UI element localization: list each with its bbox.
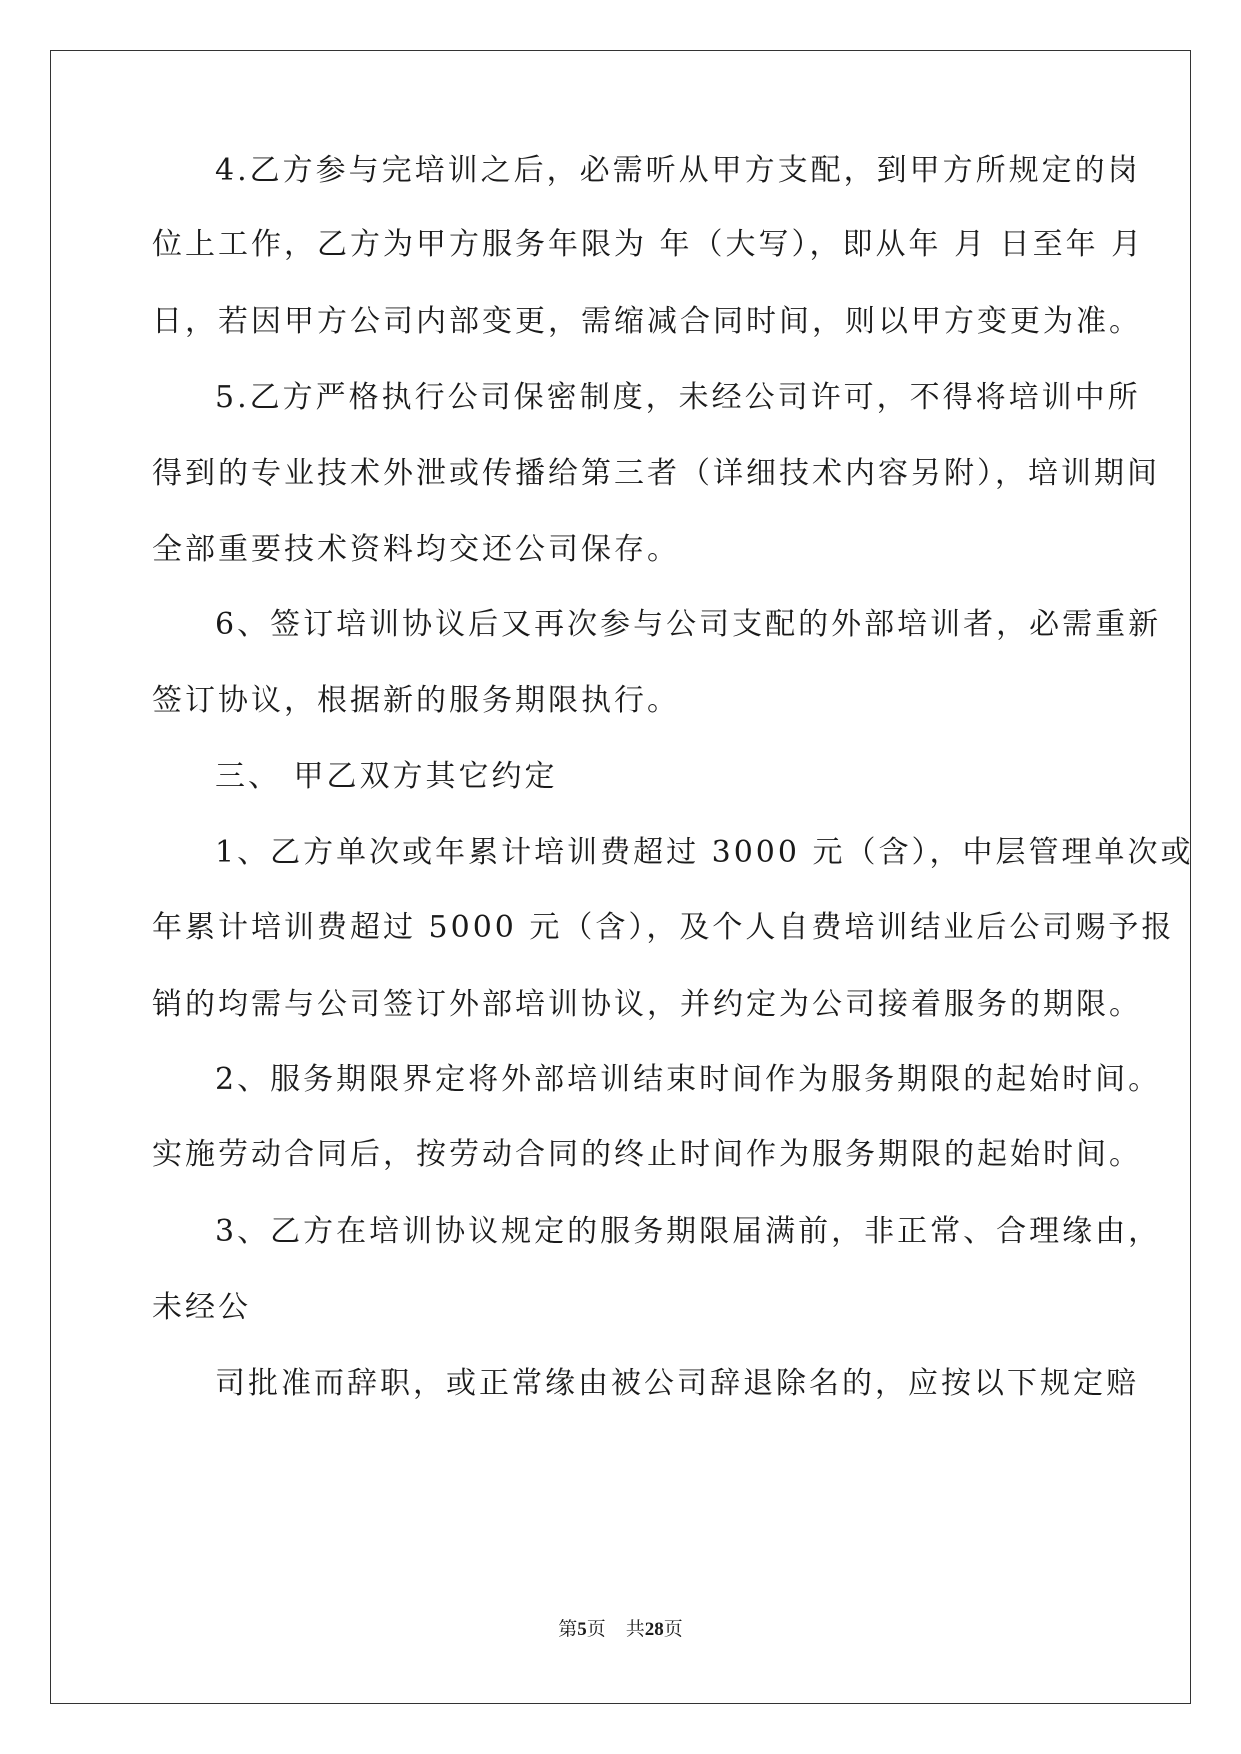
page-number: 5 — [577, 1619, 587, 1640]
paragraph-6-line-2: 签订协议，根据新的服务期限执行。 — [152, 683, 680, 718]
page-prefix: 第 — [558, 1619, 578, 1640]
clause-3-line-1: 3、乙方在培训协议规定的服务期限届满前，非正常、合理缘由， — [215, 1214, 1162, 1249]
clause-2-line-2: 实施劳动合同后，按劳动合同的终止时间作为服务期限的起始时间。 — [152, 1137, 1142, 1172]
total-suffix: 页 — [663, 1619, 683, 1640]
paragraph-4-line-3: 日，若因甲方公司内部变更，需缩减合同时间，则以甲方变更为准。 — [152, 304, 1142, 339]
paragraph-4-line-1: 4.乙方参与完培训之后，必需听从甲方支配，到甲方所规定的岗 — [215, 153, 1141, 188]
page-border — [50, 50, 1191, 1704]
clause-2-line-1: 2、服务期限界定将外部培训结束时间作为服务期限的起始时间。 — [215, 1062, 1162, 1097]
total-prefix: 共 — [625, 1619, 645, 1640]
paragraph-5-line-1: 5.乙方严格执行公司保密制度，未经公司许可，不得将培训中所 — [215, 380, 1141, 415]
paragraph-5-line-3: 全部重要技术资料均交还公司保存。 — [152, 532, 680, 567]
page-suffix: 页 — [586, 1619, 606, 1640]
paragraph-4-line-2: 位上工作，乙方为甲方服务年限为 年（大写），即从年 月 日至年 月 — [152, 227, 1145, 262]
clause-3-line-3: 司批准而辞职，或正常缘由被公司辞退除名的，应按以下规定赔 — [215, 1366, 1139, 1401]
clause-1-line-2: 年累计培训费超过 5000 元（含），及个人自费培训结业后公司赐予报 — [152, 910, 1175, 945]
paragraph-6-line-1: 6、签订培训协议后又再次参与公司支配的外部培训者，必需重新 — [215, 607, 1162, 642]
total-pages: 28 — [644, 1619, 664, 1640]
page-footer — [0, 1618, 1241, 1642]
paragraph-5-line-2: 得到的专业技术外泄或传播给第三者（详细技术内容另附），培训期间 — [152, 456, 1160, 491]
clause-3-line-2: 未经公 — [152, 1290, 251, 1325]
clause-1-line-3: 销的均需与公司签订外部培训协议，并约定为公司接着服务的期限。 — [152, 987, 1142, 1022]
clause-1-line-1: 1、乙方单次或年累计培训费超过 3000 元（含），中层管理单次或 — [215, 835, 1194, 870]
section-heading-3: 三、 甲乙双方其它约定 — [215, 759, 558, 794]
